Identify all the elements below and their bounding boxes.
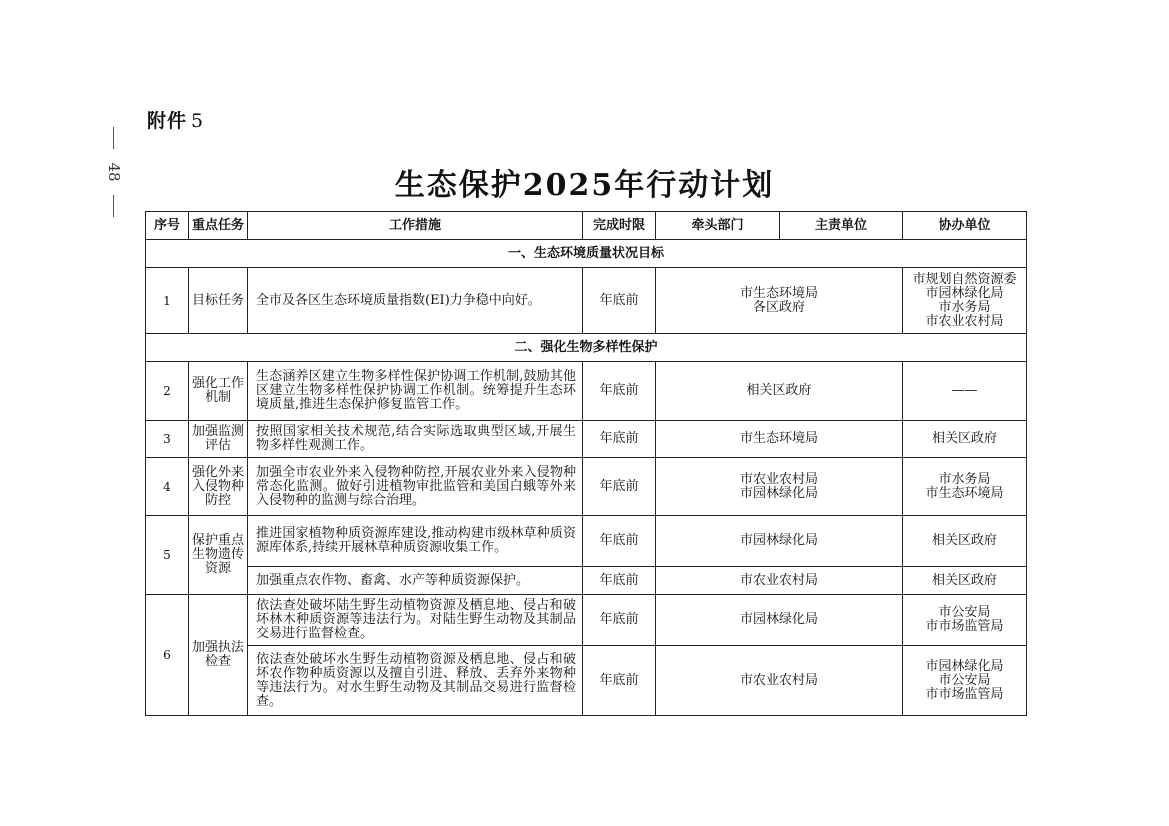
- table-row: [146, 362, 1027, 421]
- row-deadline: 年底前: [583, 595, 656, 646]
- table-row: [146, 268, 1027, 334]
- attachment-label: [147, 106, 204, 133]
- row-lead: [656, 421, 903, 458]
- table-row: [146, 516, 1027, 567]
- row-lead: [656, 362, 903, 421]
- row-assist: [903, 516, 1027, 567]
- row-lead: [656, 268, 903, 334]
- row-lead: [656, 567, 903, 595]
- assist-unit: 市园林绿化局: [925, 285, 1004, 301]
- section-title: 二、强化生物多样性保护: [146, 334, 1027, 362]
- row-assist: [903, 567, 1027, 595]
- lead-unit: 市生态环境局: [739, 285, 818, 301]
- row-measure: 加强全市农业外来入侵物种防控,开展农业外来入侵物种常态化监测。做好引进植物审批监管和美国白蛾等外来入侵物种的监测与综合治理。: [248, 458, 583, 516]
- row-seq: 1: [146, 268, 189, 334]
- row-measure: 加强重点农作物、畜禽、水产等种质资源保护。: [248, 567, 583, 595]
- row-lead: [656, 646, 903, 716]
- row-deadline: 年底前: [583, 362, 656, 421]
- row-measure: 依法查处破坏水生野生动植物资源及栖息地、侵占和破坏农作物种质资源以及擅自引进、释放、丢弃外来物种等违法行为。对水生野生动物及其制品交易进行监督检查。: [248, 646, 583, 716]
- assist-unit: 市园林绿化局: [925, 658, 1004, 674]
- document-title: 生态保护2025年行动计划: [394, 168, 775, 203]
- section-row: [146, 240, 1027, 268]
- column-header-lead: 牵头部门: [656, 212, 780, 240]
- table-row: [146, 646, 1027, 716]
- row-assist: [903, 268, 1027, 334]
- row-assist: [903, 421, 1027, 458]
- assist-unit: 市公安局: [938, 672, 991, 688]
- row-deadline: 年底前: [583, 458, 656, 516]
- table-row: [146, 458, 1027, 516]
- row-deadline: 年底前: [583, 516, 656, 567]
- table-row: [146, 595, 1027, 646]
- row-measure: 生态涵养区建立生物多样性保护协调工作机制,鼓励其他区建立生物多样性保护协调工作机制。统筹提升生态环境质量,推进生态保护修复监管工作。: [248, 362, 583, 421]
- row-task: 强化外来入侵物种防控: [189, 458, 248, 516]
- lead-unit: 市农业农村局: [739, 471, 818, 487]
- row-task: 保护重点生物遗传资源: [189, 516, 248, 595]
- row-measure: 全市及各区生态环境质量指数(EI)力争稳中向好。: [248, 268, 583, 334]
- row-assist: [903, 362, 1027, 421]
- assist-unit: 市公安局: [938, 605, 991, 620]
- column-header-responsible: 主责单位: [780, 212, 903, 240]
- row-task: 加强执法检查: [189, 595, 248, 716]
- assist-unit: 市水务局: [938, 299, 991, 315]
- table-row: [146, 421, 1027, 458]
- assist-unit: 相关区政府: [931, 431, 997, 446]
- assist-unit: 相关区政府: [931, 533, 997, 548]
- row-assist: [903, 458, 1027, 516]
- row-seq: 2: [146, 362, 189, 421]
- lead-unit: 市园林绿化局: [739, 612, 818, 627]
- attachment-number: 5: [191, 110, 205, 132]
- lead-unit: 市园林绿化局: [739, 533, 818, 548]
- section-row: [146, 334, 1027, 362]
- row-deadline: 年底前: [583, 646, 656, 716]
- row-assist: [903, 595, 1027, 646]
- lead-unit: 市农业农村局: [739, 672, 818, 688]
- lead-unit: 各区政府: [752, 299, 805, 315]
- page-number: 48: [105, 162, 123, 182]
- assist-unit: 相关区政府: [931, 572, 997, 588]
- row-lead: [656, 516, 903, 567]
- row-seq: 3: [146, 421, 189, 458]
- table-row: [146, 567, 1027, 595]
- row-seq: 5: [146, 516, 189, 595]
- row-task: 加强监测评估: [189, 421, 248, 458]
- page-number-rule-top: [113, 127, 114, 149]
- row-task: 强化工作机制: [189, 362, 248, 421]
- attachment-label-text: 附件: [147, 110, 188, 132]
- action-plan-table: [145, 211, 1027, 716]
- assist-unit: 市市场监管局: [925, 686, 1004, 702]
- row-deadline: 年底前: [583, 567, 656, 595]
- assist-unit: 市农业农村局: [925, 313, 1004, 329]
- column-header-measure: 工作措施: [248, 212, 583, 240]
- row-seq: 4: [146, 458, 189, 516]
- assist-unit: 市市场监管局: [925, 619, 1004, 634]
- row-task: 目标任务: [189, 268, 248, 334]
- row-seq: 6: [146, 595, 189, 716]
- row-lead: [656, 458, 903, 516]
- lead-unit: 市园林绿化局: [739, 485, 818, 501]
- column-header-assist: 协办单位: [903, 212, 1027, 240]
- column-header-deadline: 完成时限: [583, 212, 656, 240]
- assist-unit: 市生态环境局: [925, 485, 1004, 501]
- section-title: 一、生态环境质量状况目标: [146, 240, 1027, 268]
- row-deadline: 年底前: [583, 421, 656, 458]
- row-lead: [656, 595, 903, 646]
- row-measure: 推进国家植物种质资源库建设,推动构建市级林草种质资源库体系,持续开展林草种质资源收集工作。: [248, 516, 583, 567]
- lead-unit: 市生态环境局: [739, 431, 818, 446]
- lead-unit: 市农业农村局: [739, 572, 818, 588]
- column-header-seq: 序号: [146, 212, 189, 240]
- table-header-row: [146, 212, 1027, 240]
- row-measure: 按照国家相关技术规范,结合实际选取典型区域,开展生物多样性观测工作。: [248, 421, 583, 458]
- assist-unit: 市水务局: [938, 471, 991, 487]
- assist-unit: ——: [951, 383, 978, 398]
- assist-unit: 市规划自然资源委: [912, 271, 1017, 287]
- row-deadline: 年底前: [583, 268, 656, 334]
- row-measure: 依法查处破坏陆生野生动植物资源及栖息地、侵占和破坏林木种质资源等违法行为。对陆生野生动物及其制品交易进行监督检查。: [248, 595, 583, 646]
- row-assist: [903, 646, 1027, 716]
- lead-unit: 相关区政府: [746, 383, 812, 398]
- column-header-task: 重点任务: [189, 212, 248, 240]
